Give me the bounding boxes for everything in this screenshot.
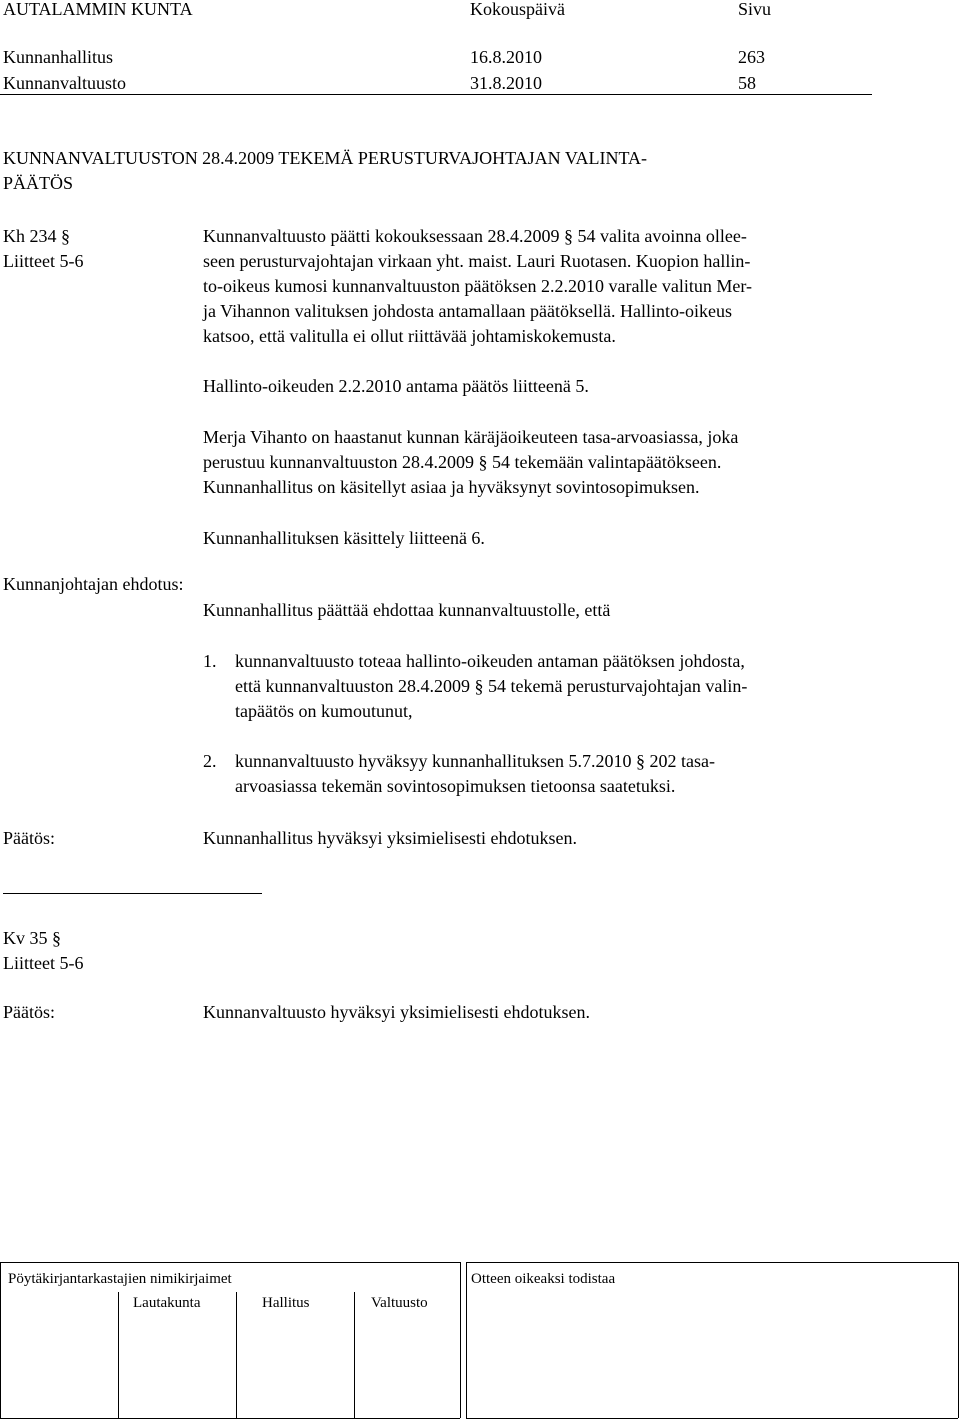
kh-p1-line: katsoo, että valitulla ei ollut riittävää johtamiskokemusta.	[203, 326, 616, 346]
section-title-line-1: KUNNANVALTUUSTON 28.4.2009 TEKEMÄ PERUSTURVAJOHTAJAN VALINTA-	[3, 148, 648, 168]
kh-p1-line: Kunnanvaltuusto päätti kokouksessaan 28.4.2009 § 54 valita avoinna ollee-	[203, 226, 747, 246]
copy-certification-label: Otteen oikeaksi todistaa	[471, 1271, 616, 1287]
kh-p1-line: to-oikeus kumosi kunnanvaltuuston päätöksen 2.2.2010 varalle valitun Mer-	[203, 276, 753, 296]
signature-column-hallitus: Hallitus	[262, 1295, 310, 1311]
header-body-2: Kunnanvaltuusto	[3, 73, 126, 93]
item-line: kunnanvaltuusto hyväksyy kunnanhallituksen 5.7.2010 § 202 tasa-	[235, 751, 715, 771]
footer-top-rule-left	[0, 1262, 460, 1263]
kh-paragraph-2: Hallinto-oikeuden 2.2.2010 antama päätös liitteenä 5.	[203, 376, 589, 396]
item-line: tapäätös on kumoutunut,	[235, 701, 413, 721]
kh-decision: Kunnanhallitus hyväksyi yksimielisesti ehdotuksen.	[203, 828, 577, 848]
footer-bottom-rule-right	[466, 1418, 958, 1419]
proposal-label: Kunnanjohtajan ehdotus:	[3, 574, 184, 594]
signature-column-valtuusto: Valtuusto	[371, 1295, 428, 1311]
header-body-1: Kunnanhallitus	[3, 47, 113, 67]
organization-name: AUTALAMMIN KUNTA	[3, 0, 193, 19]
kh-decision-label: Päätös:	[3, 828, 55, 848]
item-line: että kunnanvaltuuston 28.4.2009 § 54 tekemä perusturvajohtajan valin-	[235, 676, 748, 696]
kh-p3-line: Kunnanhallitus on käsitellyt asiaa ja hyväksynyt sovintosopimuksen.	[203, 477, 700, 497]
kh-attachments-label: Liitteet 5-6	[3, 251, 84, 271]
header-page-2: 58	[738, 73, 756, 93]
proposal-intro: Kunnanhallitus päättää ehdottaa kunnanvaltuustolle, että	[203, 600, 611, 620]
section-divider	[3, 893, 262, 894]
footer-copy-left-edge	[466, 1262, 467, 1418]
header-date-2: 31.8.2010	[470, 73, 542, 93]
kh-section-number: Kh 234 §	[3, 226, 70, 246]
signatures-label: Pöytäkirjantarkastajien nimikirjaimet	[8, 1271, 232, 1287]
kh-paragraph-4: Kunnanhallituksen käsittely liitteenä 6.	[203, 528, 485, 548]
item-number: 2.	[203, 751, 217, 771]
page-header: Sivu	[738, 0, 772, 19]
footer-divider-2	[236, 1292, 237, 1418]
header-page-1: 263	[738, 47, 765, 67]
item-line: arvoasiassa tekemän sovintosopimuksen tietoonsa saatetuksi.	[235, 776, 676, 796]
kv-attachments-label: Liitteet 5-6	[3, 953, 84, 973]
signature-column-lautakunta: Lautakunta	[133, 1295, 201, 1311]
kh-p3-line: Merja Vihanto on haastanut kunnan käräjäoikeuteen tasa-arvoasiassa, joka	[203, 427, 739, 447]
kh-p1-line: ja Vihannon valituksen johdosta antamallaan päätöksellä. Hallinto-oikeus	[203, 301, 732, 321]
item-number: 1.	[203, 651, 217, 671]
item-line: kunnanvaltuusto toteaa hallinto-oikeuden antaman päätöksen johdosta,	[235, 651, 745, 671]
footer-divider-1	[118, 1292, 119, 1418]
kv-section-number: Kv 35 §	[3, 928, 61, 948]
header-underline	[0, 94, 872, 95]
kv-decision: Kunnanvaltuusto hyväksyi yksimielisesti ehdotuksen.	[203, 1002, 590, 1022]
footer-top-rule-right	[466, 1262, 958, 1263]
header-date-1: 16.8.2010	[470, 47, 542, 67]
kh-p1-line: seen perusturvajohtajan virkaan yht. maist. Lauri Ruotasen. Kuopion hallin-	[203, 251, 751, 271]
meeting-date-header: Kokouspäivä	[470, 0, 565, 19]
kh-p3-line: perustuu kunnanvaltuuston 28.4.2009 § 54 tekemään valintapäätökseen.	[203, 452, 722, 472]
footer-right-edge	[958, 1262, 959, 1418]
footer-left-edge	[0, 1262, 1, 1418]
section-title-line-2: PÄÄTÖS	[3, 173, 74, 193]
kv-decision-label: Päätös:	[3, 1002, 55, 1022]
footer-mid-edge	[460, 1262, 461, 1418]
footer-bottom-rule-left	[0, 1418, 460, 1419]
footer-divider-3	[354, 1292, 355, 1418]
